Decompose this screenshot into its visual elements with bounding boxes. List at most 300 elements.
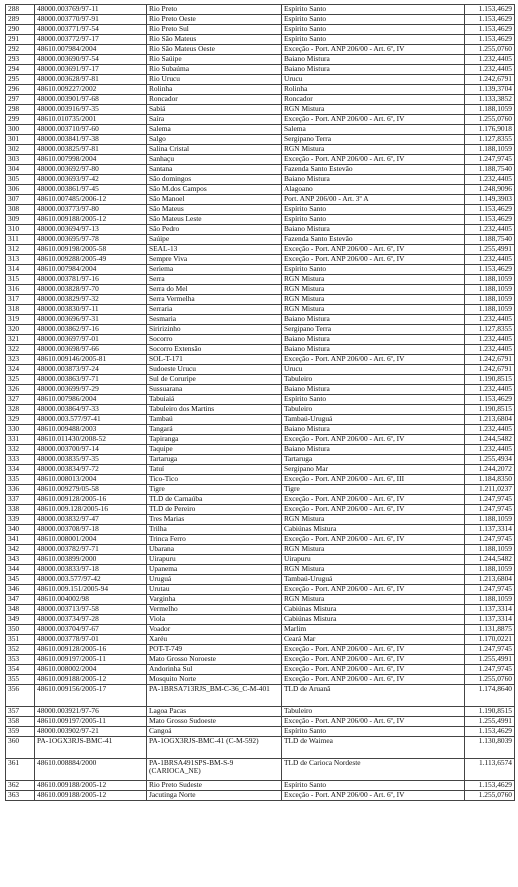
field-name: Vermelho bbox=[147, 605, 282, 615]
process-number: 48000.003700/97-14 bbox=[35, 445, 147, 455]
table-row bbox=[6, 125, 515, 135]
field-name: Varginha bbox=[147, 595, 282, 605]
process-number: 48000.003834/97-72 bbox=[35, 465, 147, 475]
table-row bbox=[6, 555, 515, 565]
table-row bbox=[6, 445, 515, 455]
table-row bbox=[6, 425, 515, 435]
price-value: 1.247,9745 bbox=[465, 155, 515, 165]
price-value: 1.188,1059 bbox=[465, 105, 515, 115]
reference-crude: Cabiúnas Mistura bbox=[282, 615, 465, 625]
table-row bbox=[6, 45, 515, 55]
field-name: Uirapuru bbox=[147, 555, 282, 565]
reference-crude: Espírito Santo bbox=[282, 395, 465, 405]
field-name: Rio São Mateus Oeste bbox=[147, 45, 282, 55]
table-row bbox=[6, 535, 515, 545]
reference-crude: TLD de Aruanã bbox=[282, 685, 465, 707]
price-value: 1.131,8875 bbox=[465, 625, 515, 635]
table-row bbox=[6, 185, 515, 195]
row-number: 326 bbox=[6, 385, 35, 395]
table-row bbox=[6, 25, 515, 35]
row-number: 316 bbox=[6, 285, 35, 295]
field-name: São domingos bbox=[147, 175, 282, 185]
process-number: 48610.009146/2005-81 bbox=[35, 355, 147, 365]
reference-crude: RGN Mistura bbox=[282, 595, 465, 605]
process-number: 48000.003921/97-76 bbox=[35, 707, 147, 717]
field-name: Xaréu bbox=[147, 635, 282, 645]
row-number: 315 bbox=[6, 275, 35, 285]
price-value: 1.232,4405 bbox=[465, 225, 515, 235]
field-name: São Mateus Leste bbox=[147, 215, 282, 225]
reference-crude: Baiano Mistura bbox=[282, 445, 465, 455]
process-number: 48610.009128/2005-16 bbox=[35, 645, 147, 655]
process-number: 48610.011430/2008-52 bbox=[35, 435, 147, 445]
row-number: 299 bbox=[6, 115, 35, 125]
price-value: 1.176,9018 bbox=[465, 125, 515, 135]
row-number: 345 bbox=[6, 575, 35, 585]
price-value: 1.130,8039 bbox=[465, 737, 515, 759]
table-row bbox=[6, 675, 515, 685]
price-value: 1.190,8515 bbox=[465, 375, 515, 385]
table-row bbox=[6, 405, 515, 415]
row-number: 361 bbox=[6, 759, 35, 781]
row-number: 341 bbox=[6, 535, 35, 545]
table-row bbox=[6, 195, 515, 205]
field-name: Mato Grosso Sudoeste bbox=[147, 717, 282, 727]
process-number: 48610.009188/2005-12 bbox=[35, 215, 147, 225]
reference-crude: Exceção - Port. ANP 206/00 - Art. 6º, IV bbox=[282, 115, 465, 125]
field-name: Serra do Mel bbox=[147, 285, 282, 295]
table-row bbox=[6, 275, 515, 285]
process-number: 48610.009227/2002 bbox=[35, 85, 147, 95]
process-number: 48000.003916/97-35 bbox=[35, 105, 147, 115]
field-name: São Mateus bbox=[147, 205, 282, 215]
row-number: 327 bbox=[6, 395, 35, 405]
field-name: Siririzinho bbox=[147, 325, 282, 335]
row-number: 295 bbox=[6, 75, 35, 85]
price-value: 1.188,1059 bbox=[465, 295, 515, 305]
price-value: 1.137,3314 bbox=[465, 615, 515, 625]
row-number: 306 bbox=[6, 185, 35, 195]
price-value: 1.184,8350 bbox=[465, 475, 515, 485]
field-name: Tangará bbox=[147, 425, 282, 435]
field-name: Socorro bbox=[147, 335, 282, 345]
process-number: 48610.007984/2004 bbox=[35, 45, 147, 55]
field-name: Rio Preto Oeste bbox=[147, 15, 282, 25]
reference-crude: Tambaú-Uruguá bbox=[282, 575, 465, 585]
price-value: 1.137,3314 bbox=[465, 605, 515, 615]
reference-crude: Exceção - Port. ANP 206/00 - Art. 6º, IV bbox=[282, 505, 465, 515]
process-number: PA-1OGX3RJS-BMC-41 bbox=[35, 737, 147, 759]
field-name: Trilha bbox=[147, 525, 282, 535]
process-number: 48000.003698/97-66 bbox=[35, 345, 147, 355]
reference-crude: Cabiúnas Mistura bbox=[282, 605, 465, 615]
process-number: 48000.003734/97-28 bbox=[35, 615, 147, 625]
row-number: 324 bbox=[6, 365, 35, 375]
reference-crude: Tabuleiro bbox=[282, 707, 465, 717]
row-number: 339 bbox=[6, 515, 35, 525]
row-number: 359 bbox=[6, 727, 35, 737]
reference-crude: Exceção - Port. ANP 206/00 - Art. 6º, IV bbox=[282, 655, 465, 665]
price-value: 1.255,4991 bbox=[465, 655, 515, 665]
process-number: 48610.008013/2004 bbox=[35, 475, 147, 485]
oil-field-price-table bbox=[5, 4, 515, 801]
field-name: Tabuiaiá bbox=[147, 395, 282, 405]
process-number: 48000.003862/97-16 bbox=[35, 325, 147, 335]
table-row bbox=[6, 265, 515, 275]
reference-crude: Exceção - Port. ANP 206/00 - Art. 6º, IV bbox=[282, 665, 465, 675]
field-name: Salgo bbox=[147, 135, 282, 145]
row-number: 309 bbox=[6, 215, 35, 225]
table-row bbox=[6, 759, 515, 781]
reference-crude: Tabuleiro bbox=[282, 375, 465, 385]
reference-crude: Baiano Mistura bbox=[282, 335, 465, 345]
price-value: 1.153,4629 bbox=[465, 15, 515, 25]
price-value: 1.242,6791 bbox=[465, 355, 515, 365]
row-number: 351 bbox=[6, 635, 35, 645]
row-number: 362 bbox=[6, 781, 35, 791]
price-value: 1.113,6574 bbox=[465, 759, 515, 781]
price-value: 1.242,6791 bbox=[465, 365, 515, 375]
reference-crude: Espírito Santo bbox=[282, 25, 465, 35]
row-number: 314 bbox=[6, 265, 35, 275]
field-name: Urutau bbox=[147, 585, 282, 595]
field-name: TLD de Pereiro bbox=[147, 505, 282, 515]
reference-crude: Espírito Santo bbox=[282, 215, 465, 225]
table-row bbox=[6, 455, 515, 465]
price-value: 1.247,9745 bbox=[465, 505, 515, 515]
process-number: 48000.003901/97-68 bbox=[35, 95, 147, 105]
reference-crude: Tigre bbox=[282, 485, 465, 495]
price-value: 1.211,0237 bbox=[465, 485, 515, 495]
row-number: 288 bbox=[6, 5, 35, 15]
field-name: Serra Vermelha bbox=[147, 295, 282, 305]
process-number: 48610.009188/2005-12 bbox=[35, 791, 147, 801]
process-number: 48610.009156/2005-17 bbox=[35, 685, 147, 707]
price-value: 1.188,1059 bbox=[465, 515, 515, 525]
row-number: 331 bbox=[6, 435, 35, 445]
field-name: Rio Preto Sudeste bbox=[147, 781, 282, 791]
row-number: 296 bbox=[6, 85, 35, 95]
reference-crude: Exceção - Port. ANP 206/00 - Art. 6º, IV bbox=[282, 435, 465, 445]
table-row bbox=[6, 655, 515, 665]
table-body bbox=[6, 5, 515, 801]
price-value: 1.232,4405 bbox=[465, 55, 515, 65]
process-number: 48000.003.577/97-41 bbox=[35, 415, 147, 425]
table-row bbox=[6, 55, 515, 65]
table-row bbox=[6, 781, 515, 791]
field-name: Andorinha Sul bbox=[147, 665, 282, 675]
field-name: Lagoa Pacas bbox=[147, 707, 282, 717]
field-name: Voador bbox=[147, 625, 282, 635]
reference-crude: Espírito Santo bbox=[282, 15, 465, 25]
reference-crude: Espírito Santo bbox=[282, 265, 465, 275]
reference-crude: Urucu bbox=[282, 75, 465, 85]
process-number: 48000.003829/97-32 bbox=[35, 295, 147, 305]
price-value: 1.188,1059 bbox=[465, 545, 515, 555]
field-name: PA-1BRSA713RJS_BM-C-36_C-M-401 bbox=[147, 685, 282, 707]
price-value: 1.153,4629 bbox=[465, 727, 515, 737]
row-number: 293 bbox=[6, 55, 35, 65]
reference-crude: RGN Mistura bbox=[282, 295, 465, 305]
field-name: Sudoeste Urucu bbox=[147, 365, 282, 375]
row-number: 352 bbox=[6, 645, 35, 655]
reference-crude: RGN Mistura bbox=[282, 275, 465, 285]
process-number: 48610.007984/2004 bbox=[35, 265, 147, 275]
reference-crude: RGN Mistura bbox=[282, 305, 465, 315]
row-number: 347 bbox=[6, 595, 35, 605]
price-value: 1.188,7540 bbox=[465, 235, 515, 245]
reference-crude: Salema bbox=[282, 125, 465, 135]
table-row bbox=[6, 737, 515, 759]
price-value: 1.255,0760 bbox=[465, 791, 515, 801]
price-value: 1.232,4405 bbox=[465, 315, 515, 325]
price-value: 1.247,9745 bbox=[465, 585, 515, 595]
row-number: 304 bbox=[6, 165, 35, 175]
field-name: Cangoá bbox=[147, 727, 282, 737]
price-value: 1.213,6804 bbox=[465, 415, 515, 425]
field-name: Tartaruga bbox=[147, 455, 282, 465]
process-number: 48610.009279/05-58 bbox=[35, 485, 147, 495]
price-value: 1.244,2072 bbox=[465, 465, 515, 475]
price-value: 1.232,4405 bbox=[465, 445, 515, 455]
price-value: 1.137,3314 bbox=[465, 525, 515, 535]
table-row bbox=[6, 115, 515, 125]
field-name: Sempre Viva bbox=[147, 255, 282, 265]
reference-crude: Exceção - Port. ANP 206/00 - Art. 6º, IV bbox=[282, 791, 465, 801]
table-row bbox=[6, 685, 515, 707]
process-number: 48000.003.577/97-42 bbox=[35, 575, 147, 585]
row-number: 308 bbox=[6, 205, 35, 215]
row-number: 313 bbox=[6, 255, 35, 265]
process-number: 48000.003697/97-01 bbox=[35, 335, 147, 345]
table-row bbox=[6, 645, 515, 655]
field-name: Tambaú bbox=[147, 415, 282, 425]
field-name: Trinca Ferro bbox=[147, 535, 282, 545]
field-name: Jacutinga Norte bbox=[147, 791, 282, 801]
price-value: 1.255,0760 bbox=[465, 45, 515, 55]
process-number: 48000.003694/97-13 bbox=[35, 225, 147, 235]
reference-crude: Baiano Mistura bbox=[282, 55, 465, 65]
process-number: 48000.003692/97-80 bbox=[35, 165, 147, 175]
field-name: PA-1BRSA491SPS-BM-S-9 (CARIOCA_NE) bbox=[147, 759, 282, 781]
reference-crude: TLD de Waimea bbox=[282, 737, 465, 759]
table-row bbox=[6, 235, 515, 245]
price-value: 1.247,9745 bbox=[465, 645, 515, 655]
row-number: 330 bbox=[6, 425, 35, 435]
process-number: 48610.009197/2005-11 bbox=[35, 655, 147, 665]
table-row bbox=[6, 615, 515, 625]
process-number: 48610.008001/2004 bbox=[35, 535, 147, 545]
row-number: 294 bbox=[6, 65, 35, 75]
field-name: Rio Urucu bbox=[147, 75, 282, 85]
field-name: Rolinha bbox=[147, 85, 282, 95]
reference-crude: RGN Mistura bbox=[282, 285, 465, 295]
field-name: Seriema bbox=[147, 265, 282, 275]
field-name: PA-1OGX3RJS-BMC-41 (C-M-592) bbox=[147, 737, 282, 759]
price-value: 1.153,4629 bbox=[465, 265, 515, 275]
process-number: 48000.003769/97-11 bbox=[35, 5, 147, 15]
reference-crude: Exceção - Port. ANP 206/00 - Art. 6º, IV bbox=[282, 155, 465, 165]
row-number: 354 bbox=[6, 665, 35, 675]
row-number: 336 bbox=[6, 485, 35, 495]
reference-crude: Exceção - Port. ANP 206/00 - Art. 6º, IV bbox=[282, 675, 465, 685]
row-number: 332 bbox=[6, 445, 35, 455]
row-number: 291 bbox=[6, 35, 35, 45]
table-row bbox=[6, 375, 515, 385]
reference-crude: Alagoano bbox=[282, 185, 465, 195]
row-number: 323 bbox=[6, 355, 35, 365]
row-number: 297 bbox=[6, 95, 35, 105]
table-row bbox=[6, 205, 515, 215]
reference-crude: Fazenda Santo Estevão bbox=[282, 235, 465, 245]
table-row bbox=[6, 225, 515, 235]
process-number: 48000.003713/97-58 bbox=[35, 605, 147, 615]
row-number: 329 bbox=[6, 415, 35, 425]
process-number: 48610.009288/2005-49 bbox=[35, 255, 147, 265]
reference-crude: Baiano Mistura bbox=[282, 225, 465, 235]
process-number: 48610.009128/2005-16 bbox=[35, 495, 147, 505]
price-value: 1.255,4991 bbox=[465, 245, 515, 255]
reference-crude: Exceção - Port. ANP 206/00 - Art. 6º, IV bbox=[282, 255, 465, 265]
price-value: 1.244,5482 bbox=[465, 435, 515, 445]
process-number: 48610.008002/2004 bbox=[35, 665, 147, 675]
reference-crude: Exceção - Port. ANP 206/00 - Art. 6º, IV bbox=[282, 245, 465, 255]
price-value: 1.153,4629 bbox=[465, 35, 515, 45]
reference-crude: Cabiúnas Mistura bbox=[282, 525, 465, 535]
table-row bbox=[6, 395, 515, 405]
table-row bbox=[6, 285, 515, 295]
price-value: 1.170,0221 bbox=[465, 635, 515, 645]
field-name: Sesmaria bbox=[147, 315, 282, 325]
field-name: Uruguá bbox=[147, 575, 282, 585]
price-value: 1.232,4405 bbox=[465, 425, 515, 435]
field-name: Ubarana bbox=[147, 545, 282, 555]
reference-crude: Baiano Mistura bbox=[282, 175, 465, 185]
price-value: 1.188,7540 bbox=[465, 165, 515, 175]
field-name: Tabuleiro dos Martins bbox=[147, 405, 282, 415]
price-value: 1.213,6804 bbox=[465, 575, 515, 585]
row-number: 303 bbox=[6, 155, 35, 165]
row-number: 338 bbox=[6, 505, 35, 515]
process-number: 48000.003690/97-54 bbox=[35, 55, 147, 65]
table-row bbox=[6, 145, 515, 155]
price-value: 1.153,4629 bbox=[465, 5, 515, 15]
reference-crude: Exceção - Port. ANP 206/00 - Art. 6º, IV bbox=[282, 355, 465, 365]
row-number: 353 bbox=[6, 655, 35, 665]
price-value: 1.133,3852 bbox=[465, 95, 515, 105]
field-name: São Manoel bbox=[147, 195, 282, 205]
reference-crude: Espírito Santo bbox=[282, 35, 465, 45]
reference-crude: Baiano Mistura bbox=[282, 315, 465, 325]
table-row bbox=[6, 355, 515, 365]
process-number: 48610.007998/2004 bbox=[35, 155, 147, 165]
field-name: Saíra bbox=[147, 115, 282, 125]
field-name: Tres Marias bbox=[147, 515, 282, 525]
process-number: 48000.003708/97-18 bbox=[35, 525, 147, 535]
price-value: 1.153,4629 bbox=[465, 395, 515, 405]
reference-crude: Espírito Santo bbox=[282, 5, 465, 15]
field-name: Socorro Extensão bbox=[147, 345, 282, 355]
table-row bbox=[6, 365, 515, 375]
price-value: 1.232,4405 bbox=[465, 175, 515, 185]
field-name: Santana bbox=[147, 165, 282, 175]
price-value: 1.188,1059 bbox=[465, 305, 515, 315]
price-value: 1.255,0760 bbox=[465, 115, 515, 125]
process-number: 48000.003781/97-16 bbox=[35, 275, 147, 285]
price-value: 1.244,5482 bbox=[465, 555, 515, 565]
process-number: 48000.003830/97-11 bbox=[35, 305, 147, 315]
row-number: 360 bbox=[6, 737, 35, 759]
field-name: Sul de Coruripe bbox=[147, 375, 282, 385]
reference-crude: Sergipano Terra bbox=[282, 325, 465, 335]
reference-crude: Exceção - Port. ANP 206/00 - Art. 6º, IV bbox=[282, 585, 465, 595]
row-number: 349 bbox=[6, 615, 35, 625]
table-row bbox=[6, 65, 515, 75]
table-row bbox=[6, 95, 515, 105]
field-name: Rio Preto Sul bbox=[147, 25, 282, 35]
price-value: 1.153,4629 bbox=[465, 205, 515, 215]
table-row bbox=[6, 105, 515, 115]
process-number: 48000.003771/97-54 bbox=[35, 25, 147, 35]
reference-crude: Espírito Santo bbox=[282, 727, 465, 737]
table-row bbox=[6, 245, 515, 255]
row-number: 344 bbox=[6, 565, 35, 575]
price-value: 1.149,3903 bbox=[465, 195, 515, 205]
table-row bbox=[6, 585, 515, 595]
process-number: 48000.003772/97-17 bbox=[35, 35, 147, 45]
process-number: 48610.009188/2005-12 bbox=[35, 781, 147, 791]
row-number: 350 bbox=[6, 625, 35, 635]
field-name: SOL-T-171 bbox=[147, 355, 282, 365]
price-value: 1.255,0760 bbox=[465, 675, 515, 685]
row-number: 334 bbox=[6, 465, 35, 475]
price-value: 1.247,9745 bbox=[465, 535, 515, 545]
table-row bbox=[6, 575, 515, 585]
field-name: TLD de Carnaúba bbox=[147, 495, 282, 505]
price-value: 1.248,9096 bbox=[465, 185, 515, 195]
process-number: 48610.007485/2006-12 bbox=[35, 195, 147, 205]
field-name: Sussuarana bbox=[147, 385, 282, 395]
table-row bbox=[6, 625, 515, 635]
field-name: Tigre bbox=[147, 485, 282, 495]
reference-crude: Exceção - Port. ANP 206/00 - Art. 6º, III bbox=[282, 475, 465, 485]
price-value: 1.190,8515 bbox=[465, 707, 515, 717]
reference-crude: RGN Mistura bbox=[282, 105, 465, 115]
price-value: 1.232,4405 bbox=[465, 345, 515, 355]
table-row bbox=[6, 315, 515, 325]
table-row bbox=[6, 515, 515, 525]
field-name: Taquipe bbox=[147, 445, 282, 455]
price-value: 1.153,4629 bbox=[465, 215, 515, 225]
process-number: 48000.003902/97-21 bbox=[35, 727, 147, 737]
row-number: 305 bbox=[6, 175, 35, 185]
row-number: 321 bbox=[6, 335, 35, 345]
reference-crude: Uirapuru bbox=[282, 555, 465, 565]
reference-crude: Tambaú-Uruguá bbox=[282, 415, 465, 425]
process-number: 48610.003899/2000 bbox=[35, 555, 147, 565]
reference-crude: RGN Mistura bbox=[282, 145, 465, 155]
reference-crude: Rolinha bbox=[282, 85, 465, 95]
process-number: 48000.003782/97-71 bbox=[35, 545, 147, 555]
reference-crude: RGN Mistura bbox=[282, 545, 465, 555]
row-number: 319 bbox=[6, 315, 35, 325]
row-number: 318 bbox=[6, 305, 35, 315]
table-row bbox=[6, 15, 515, 25]
row-number: 320 bbox=[6, 325, 35, 335]
field-name: Upanema bbox=[147, 565, 282, 575]
row-number: 337 bbox=[6, 495, 35, 505]
row-number: 289 bbox=[6, 15, 35, 25]
